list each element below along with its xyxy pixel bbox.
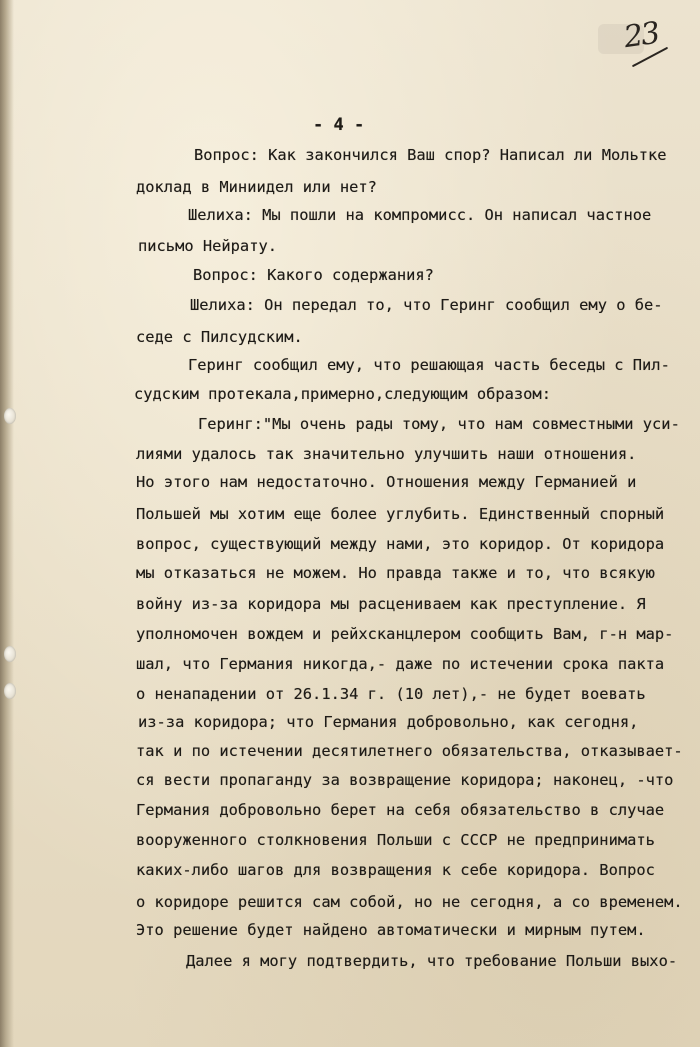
text-line: шал, что Германия никогда,- даже по истечении срока пакта: [136, 655, 665, 673]
page-number: - 4 -: [313, 115, 365, 135]
text-line: каких-либо шагов для возвращения к себе коридора. Вопрос: [136, 861, 655, 879]
text-line: ся вести пропаганду за возвращение коридора; наконец, -что: [136, 771, 674, 789]
text-line: письмо Нейрату.: [138, 237, 277, 255]
text-line: седе с Пилсудским.: [136, 328, 303, 346]
punch-hole: [4, 646, 16, 662]
handwritten-folio-number: 23: [621, 15, 661, 56]
text-line: Геринг сообщил ему, что решающая часть беседы с Пил-: [188, 356, 670, 374]
punch-hole: [4, 683, 16, 699]
text-line: о коридоре решится сам собой, но не сегодня, а со временем.: [136, 893, 683, 911]
text-line: Вопрос: Какого содержания?: [193, 266, 434, 284]
text-line: Германия добровольно берет на себя обязательство в случае: [136, 801, 665, 819]
text-line: так и по истечении десятилетнего обязательства, отказывает-: [136, 742, 683, 760]
text-line: Шелиха: Мы пошли на компромисс. Он написал частное: [188, 206, 652, 224]
text-line: судским протекала,примерно,следующим образом:: [134, 385, 551, 403]
text-line: вооруженного столкновения Польши с СССР не предпринимать: [136, 831, 655, 849]
text-line: мы отказаться не можем. Но правда также и то, что всякую: [136, 564, 655, 582]
text-line: лиями удалось так значительно улучшить наши отношения.: [136, 445, 637, 463]
text-line: Это решение будет найдено автоматически и мирным путем.: [136, 921, 646, 939]
text-line: из-за коридора; что Германия добровольно, как сегодня,: [138, 713, 639, 731]
punch-hole: [4, 408, 16, 424]
text-line: Далее я могу подтвердить, что требование Польши выхо-: [186, 952, 678, 970]
text-line: Польшей мы хотим еще более углубить. Единственный спорный: [136, 505, 665, 523]
text-line: Вопрос: Как закончился Ваш спор? Написал ли Мольтке: [194, 146, 667, 164]
text-line: войну из-за коридора мы расцениваем как преступление. Я: [136, 595, 646, 613]
text-line: Но этого нам недостаточно. Отношения между Германией и: [136, 473, 637, 491]
text-line: вопрос, существующий между нами, это коридор. От коридора: [136, 535, 665, 553]
text-line: Геринг:"Мы очень рады тому, что нам совместными уси-: [198, 415, 680, 433]
text-line: уполномочен вождем и рейхсканцлером сообщить Вам, г-н мар-: [136, 625, 674, 643]
text-line: доклад в Миниидел или нет?: [136, 178, 377, 196]
text-line: Шелиха: Он передал то, что Геринг сообщил ему о бе-: [190, 296, 663, 314]
text-line: о ненападении от 26.1.34 г. (10 лет),- не будет воевать: [136, 685, 646, 703]
binding-edge: [0, 0, 14, 1047]
